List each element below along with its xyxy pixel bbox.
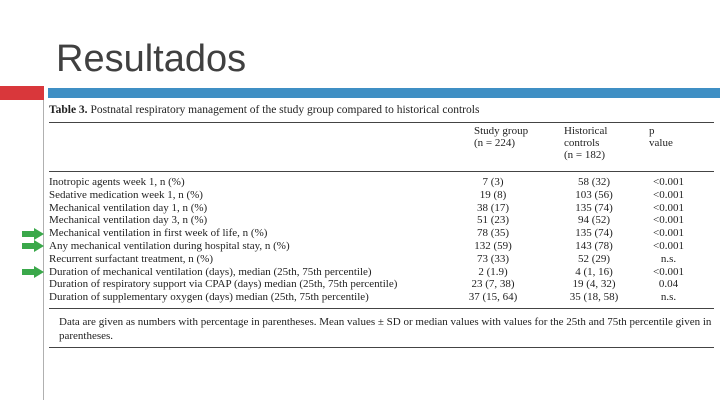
- table-row: [49, 240, 714, 253]
- table-header-rule: [49, 171, 714, 172]
- p-value: n.s.: [660, 252, 677, 265]
- study-group-value: 51 (23): [476, 214, 510, 227]
- table-row: [49, 253, 714, 266]
- row-label: Inotropic agents week 1, n (%): [49, 176, 185, 188]
- p-value: <0.001: [653, 201, 684, 214]
- results-table-figure: [49, 104, 714, 348]
- historical-value: 52 (29): [577, 252, 611, 265]
- table-bottom-rule: [49, 308, 714, 309]
- table-row: [49, 202, 714, 215]
- p-value: 0.04: [658, 278, 679, 291]
- row-label: Duration of supplementary oxygen (days) median (25th, 75th percentile): [49, 291, 369, 304]
- title-accent-bar-red: [0, 86, 44, 100]
- table-row: [49, 227, 714, 240]
- p-value: <0.001: [653, 214, 684, 227]
- table-caption-text: Postnatal respiratory management of the study group compared to historical controls: [90, 104, 480, 116]
- table-row: [49, 189, 714, 202]
- row-label: Duration of mechanical ventilation (days), median (25th, 75th percentile): [49, 265, 372, 278]
- header-p-value: p value: [649, 125, 673, 149]
- p-value: n.s.: [660, 291, 677, 304]
- table-footnote: Data are given as numbers with percentage in parentheses. Mean values ± SD or median values with values for the 25th and 75th percentile given in parentheses.: [59, 315, 712, 342]
- table-caption: [49, 104, 714, 116]
- table-row: [49, 278, 714, 291]
- historical-value: 58 (32): [577, 176, 611, 188]
- study-group-value: 132 (59): [474, 239, 512, 252]
- study-group-value: 19 (8): [479, 188, 507, 201]
- study-group-value: 38 (17): [476, 201, 510, 214]
- row-label: Mechanical ventilation day 3, n (%): [49, 214, 208, 227]
- header-historical-controls: Historical controls (n = 182): [564, 125, 608, 161]
- table-body: [49, 176, 714, 304]
- row-label: Recurrent surfactant treatment, n (%): [49, 252, 214, 265]
- table-header: [49, 123, 714, 171]
- p-value: <0.001: [653, 265, 684, 278]
- row-label: Mechanical ventilation in first week of life, n (%): [49, 227, 268, 240]
- p-value: <0.001: [653, 188, 684, 201]
- historical-value: 35 (18, 58): [569, 291, 619, 304]
- study-group-value: 37 (15, 64): [468, 291, 518, 304]
- historical-value: 94 (52): [577, 214, 611, 227]
- p-value: <0.001: [653, 239, 684, 252]
- row-label: Any mechanical ventilation during hospital stay, n (%): [49, 239, 290, 252]
- study-group-value: 78 (35): [476, 227, 510, 240]
- green-arrow-icon: [22, 240, 44, 252]
- table-caption-label: Table 3.: [49, 104, 88, 116]
- p-value: <0.001: [653, 227, 684, 240]
- historical-value: 4 (1, 16): [575, 265, 613, 278]
- study-group-value: 23 (7, 38): [471, 278, 515, 291]
- study-group-value: 73 (33): [476, 252, 510, 265]
- historical-value: 135 (74): [575, 227, 613, 240]
- table-row: [49, 214, 714, 227]
- table-row: [49, 266, 714, 279]
- title-accent-bar-blue: [48, 88, 720, 98]
- table-row: [49, 291, 714, 304]
- slide-title: Resultados: [56, 38, 247, 80]
- historical-value: 19 (4, 32): [572, 278, 616, 291]
- p-value: <0.001: [653, 176, 684, 188]
- row-label: Duration of respiratory support via CPAP (days) median (25th, 75th percentile): [49, 278, 398, 291]
- green-arrow-icon: [22, 266, 44, 278]
- header-study-group: Study group (n = 224): [474, 125, 529, 149]
- historical-value: 135 (74): [575, 201, 613, 214]
- historical-value: 143 (78): [575, 239, 613, 252]
- table-row: [49, 176, 714, 189]
- historical-value: 103 (56): [575, 188, 613, 201]
- footnote-bottom-rule: [49, 347, 714, 348]
- row-label: Mechanical ventilation day 1, n (%): [49, 201, 208, 214]
- study-group-value: 7 (3): [482, 176, 504, 188]
- row-label: Sedative medication week 1, n (%): [49, 188, 203, 201]
- study-group-value: 2 (1.9): [478, 265, 508, 278]
- green-arrow-icon: [22, 228, 44, 240]
